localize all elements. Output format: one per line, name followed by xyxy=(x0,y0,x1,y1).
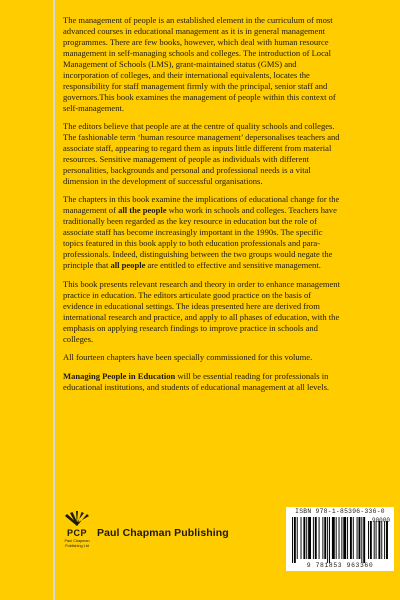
barcode-bar xyxy=(332,517,335,559)
barcode-addon-bar xyxy=(368,521,369,559)
barcode-bar xyxy=(353,517,354,559)
paragraph-6 xyxy=(63,371,341,393)
logo-sub-line-1: Paul Chapman xyxy=(64,539,90,543)
publisher-logo xyxy=(62,510,92,556)
logo-subtitle xyxy=(62,539,92,548)
barcode-bar xyxy=(292,517,293,563)
barcode-bar xyxy=(350,517,352,559)
paragraph-1: The management of people is an established element in the curriculum of most advanced courses in educational management as it is in general management programmes. There are few books, however, which deal with human resource management in self-managing schools and colleges. The introduction of Local Management of Schools (LMS), grant-maintained status (GMS) and incorporation of colleges, and their international equivalents, locates the responsibility for staff management firmly with the principal, senior staff and governors.This book examines the management of people within this context of self-management. xyxy=(63,15,336,113)
barcode-bar xyxy=(329,517,330,563)
barcode-addon-bar xyxy=(370,521,372,559)
barcode-bar xyxy=(319,517,320,559)
barcode-bar xyxy=(363,517,365,563)
barcode-bar xyxy=(313,517,314,559)
book-title: Managing People in Education xyxy=(63,370,176,381)
barcode-bar xyxy=(297,517,298,559)
barcode-bar xyxy=(336,517,337,559)
barcode-addon-bar xyxy=(381,521,382,559)
isbn: ISBN 978-1-85396-336-0 xyxy=(295,508,385,515)
paragraph-6-rest: will be essential reading for professionals in educational institutions, and students of educational management at all levels. xyxy=(63,370,330,392)
paragraph-2: The editors believe that people are at the centre of quality schools and colleges. The fashionable term ‘human resource management’ depersonalises teachers and associate staff, appearing to regard them as inputs little different from material resources. Sensitive management of people as individuals with different personalities, backgrounds and personal and professional needs is a vital dimension in the development of successful organisations. xyxy=(63,121,340,186)
barcode-bar xyxy=(324,517,326,559)
barcode-bar xyxy=(322,517,323,559)
publisher-name: Paul Chapman Publishing xyxy=(97,527,229,539)
barcode-bar xyxy=(361,517,362,563)
paragraph-3-part-e: are entitled to effective and sensitive management. xyxy=(145,260,321,271)
barcode-bar xyxy=(301,517,302,559)
barcode-bar xyxy=(303,517,305,559)
barcode-bar xyxy=(294,517,296,563)
barcode-bar xyxy=(343,517,346,559)
barcode-bar xyxy=(339,517,340,559)
barcode-addon-bar xyxy=(386,521,388,559)
barcode-bar xyxy=(359,517,361,559)
barcode-number: 9 781853 963360 xyxy=(306,562,374,569)
paragraph-3 xyxy=(63,194,341,271)
barcode-bar xyxy=(357,517,358,559)
barcode-addon-bar xyxy=(374,521,375,559)
blurb xyxy=(63,15,341,400)
barcode-bar xyxy=(315,517,317,559)
barcode-addon-bar xyxy=(376,521,377,559)
paragraph-4: This book presents relevant research and theory in order to enhance management practice in education. The editors articulate good practice on the basis of evidence in educational settings. The ideas presented here are derived from international research and practice, and apply to all phases of education, with the emphasis on applying research findings to improve practice in schools and colleges. xyxy=(63,278,340,344)
barcode-bar xyxy=(341,517,342,559)
barcode-bar xyxy=(308,517,311,559)
logo-sub-line-2: Publishing Ltd xyxy=(65,543,89,548)
emphasis-all-the-people: all the people xyxy=(118,205,167,216)
barcode-bar xyxy=(327,517,328,563)
emphasis-all-people: all people xyxy=(110,260,146,271)
paragraph-3-part-a: The chapters in this book examine the implications of educational change for the management of xyxy=(63,194,340,216)
book-fan-icon xyxy=(62,510,92,528)
barcode-bar xyxy=(347,517,348,559)
price-code: 90000 xyxy=(371,517,390,524)
barcode-addon-bar xyxy=(378,521,380,559)
logo-mark: PCP xyxy=(66,528,87,538)
barcode-panel xyxy=(286,507,394,571)
paragraph-3-part-c: who work in schools and colleges. Teachers have traditionally been regarded as the key resource in education but the role of associate staff has become increasingly important in the 1990s. The specific topics featured in this book apply to both education professionals and para-professionals. Indeed, distinguishing between the two groups would negate the principle that xyxy=(63,205,337,271)
paragraph-5: All fourteen chapters have been specially commissioned for this volume. xyxy=(63,352,313,363)
barcode-addon-bar xyxy=(384,521,385,559)
barcode-bar xyxy=(306,517,307,559)
